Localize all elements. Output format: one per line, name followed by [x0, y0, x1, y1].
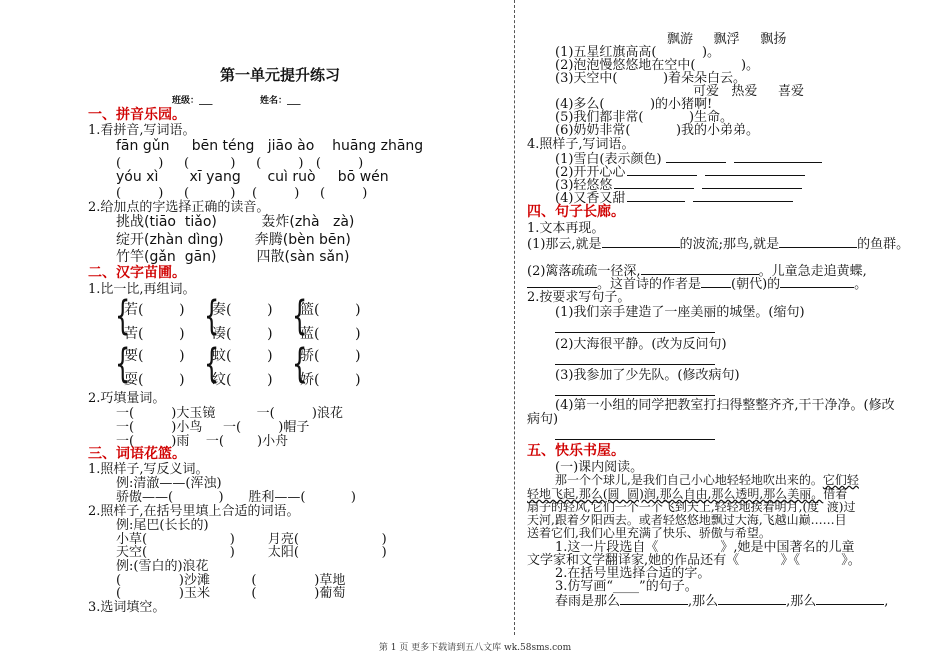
q3-3: 3.选词填空。 [88, 600, 166, 615]
word-ex-3: (3)轻悠悠 [555, 176, 802, 193]
q3-2: 2.照样子,在括号里填上合适的词语。 [88, 504, 300, 519]
brace-1: { [115, 293, 131, 339]
task-2: (2)大海很平静。(改为反问句) [555, 337, 727, 352]
recite-1: (1)那云,就是 的波流;那鸟,就是 的鱼群。 [527, 237, 910, 252]
section-2-heading: 二、汉字苗圃。 [88, 265, 186, 281]
q3-4: 4.照样子,写词语。 [527, 137, 635, 152]
recite-2: (2)篱落疏疏一径深, 。儿童急走追黄蝶, [527, 264, 867, 279]
reading-q1b: 文学家和文学翻译家,她的作品还有《 》《 》。 [527, 553, 861, 568]
task-2-answer [555, 352, 715, 369]
measure-3: 一( )雨 一( )小舟 [116, 434, 289, 449]
recite-2b: 。这首诗的作者是 (朝代)的 。 [527, 275, 867, 292]
class-label: 班级：___ [172, 96, 213, 106]
q2-1: 1.比一比,再组词。 [88, 282, 196, 297]
compare-word: 奏( ) [212, 302, 273, 318]
passage-line-1: 那一个个球儿,是我们自己小心地轻轻地吹出来的。它们轻 [555, 473, 859, 487]
name-label: 姓名：___ [260, 96, 301, 106]
column-divider [514, 0, 515, 635]
choices-1: 飘游 飘浮 飘扬 [667, 32, 787, 47]
compare-word: 耍( ) [124, 372, 185, 388]
reading-1: 挑战(tiāo tiǎo) 轰炸(zhà zà) [116, 214, 355, 230]
antonym-example: 例:清澈——(浑浊) [116, 476, 222, 491]
fill-3: (3)天空中( )着朵朵白云。 [555, 71, 747, 86]
fill-5: (5)我们都非常( )生命。 [555, 110, 734, 125]
fill-6: (6)奶奶非常( )我的小弟弟。 [555, 123, 760, 138]
measure-2: 一( )小鸟 一( )帽子 [116, 420, 310, 435]
task-3: (3)我参加了少先队。(修改病句) [555, 368, 740, 383]
task-4-answer [555, 427, 715, 444]
compare-word: 纹( ) [212, 372, 273, 388]
choices-2: 可爱 热爱 喜爱 [693, 84, 805, 99]
task-1-answer [555, 320, 715, 337]
reading-2: 绽开(zhàn dìng) 奔腾(bèn bēn) [116, 232, 351, 248]
task-1: (1)我们亲手建造了一座美丽的城堡。(缩句) [555, 305, 805, 320]
left-column [88, 0, 508, 635]
fill-line-1: 小草( ) 月亮( ) [116, 532, 387, 547]
section-4-heading: 四、句子长廊。 [527, 204, 625, 220]
fill-4: (4)多么( )的小猪啊! [555, 97, 713, 112]
measure-1: 一( )大玉镜 一( )浪花 [116, 406, 343, 421]
compare-word: 凑( ) [212, 326, 273, 342]
fill-line-3: ( )沙滩 ( )草地 [116, 573, 346, 588]
word-ex-4: (4)又香又甜 [555, 189, 793, 206]
passage-line-3: 扇子的轻风,它们一个一个飞到天上,轻轻地挨着明月,(度 渡)过 [527, 500, 856, 514]
q1-1: 1.看拼音,写词语。 [88, 123, 196, 138]
compare-word: 篮( ) [300, 302, 361, 318]
compare-word: 蚊( ) [212, 348, 273, 364]
brace-6: { [292, 341, 308, 387]
compare-word: 娇( ) [300, 372, 361, 388]
passage-line-5: 送着它们,我们心里充满了快乐、骄傲与希望。 [527, 526, 771, 540]
reading-q1: 1.这一片段选自《 》,她是中国著名的儿童 [555, 540, 855, 555]
q1-2: 2.给加点的字选择正确的读音。 [88, 200, 270, 215]
answer-row-2: ( ) ( ) ( ) ( ) [116, 186, 368, 201]
reading-q3: 3.仿写画“____”的句子。 [555, 579, 698, 594]
pinyin-row-1: fān gǔn bēn téng jiāo ào huāng zhāng [116, 138, 424, 154]
brace-5: { [204, 341, 220, 387]
compare-word: 苦( ) [124, 326, 185, 342]
s-q2: 2.按要求写句子。 [527, 290, 631, 305]
reading-q3-answer: 春雨是那么 ,那么 ,那么 , [555, 594, 889, 609]
section-3-heading: 三、词语花篮。 [88, 446, 186, 462]
section-5-heading: 五、快乐书屋。 [527, 443, 625, 459]
s-q1: 1.文本再现。 [527, 221, 605, 236]
word-ex-2: (2)开开心心 [555, 163, 805, 180]
compare-word: 骄( ) [300, 348, 361, 364]
brace-2: { [204, 293, 220, 339]
fill-example-1: 例:尾巴(长长的) [116, 518, 209, 533]
page-title: 第一单元提升练习 [220, 66, 341, 84]
reading-title: (一)课内阅读。 [555, 460, 644, 475]
fill-2: (2)泡泡慢悠悠地在空中( )。 [555, 58, 760, 73]
compare-word: 要( ) [124, 348, 185, 364]
reading-q2: 2.在括号里选择合适的字。 [555, 566, 711, 581]
page-footer: 第 1 页 更多下载请到五八文库 wk.58sms.com [378, 643, 572, 653]
passage-line-4: 天河,跟着夕阳西去。或者轻悠悠地飘过大海,飞越山巅……目 [527, 513, 847, 527]
fill-example-2: 例:(雪白的)浪花 [116, 559, 209, 574]
answer-row-1: ( ) ( ) ( ) ( ) [116, 156, 364, 171]
fill-line-4: ( )玉米 ( )葡萄 [116, 586, 346, 601]
right-column [527, 0, 937, 635]
brace-4: { [115, 341, 131, 387]
q3-1: 1.照样子,写反义词。 [88, 462, 209, 477]
q2-2: 2.巧填量词。 [88, 391, 166, 406]
task-4: (4)第一小组的同学把教室打扫得整整齐齐,干干净净。(修改 [555, 398, 895, 413]
pinyin-row-2: yóu xì xī yang cuì ruò bō wén [116, 169, 389, 185]
fill-1: (1)五星红旗高高( )。 [555, 45, 721, 60]
word-ex-1: (1)雪白(表示颜色) [555, 150, 822, 167]
section-1-heading: 一、拼音乐园。 [88, 107, 186, 123]
reading-3: 竹竿(gǎn gān) 四散(sàn sǎn) [116, 249, 350, 265]
task-4b: 病句) [527, 412, 559, 427]
antonym-line: 骄傲——( ) 胜利——( ) [116, 490, 356, 505]
brace-3: { [292, 293, 308, 339]
passage-line-2: 轻地飞起,那么(圆 圆)润,那么自由,那么透明,那么美丽。借着 [527, 487, 848, 501]
compare-word: 若( ) [124, 302, 185, 318]
fill-line-2: 天空( ) 太阳( ) [116, 545, 387, 560]
compare-word: 蓝( ) [300, 326, 361, 342]
